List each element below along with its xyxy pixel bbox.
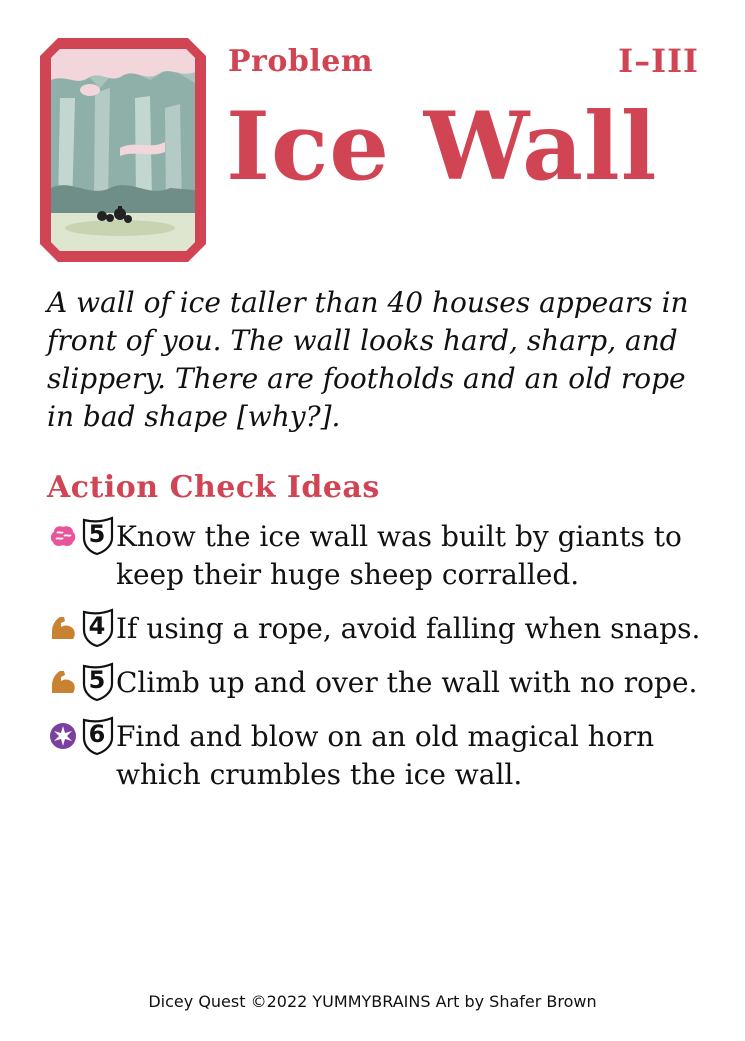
action-check-item bbox=[48, 516, 728, 608]
muscle-arm-icon bbox=[48, 613, 78, 643]
brain-icon bbox=[48, 521, 78, 551]
action-check-text: Climb up and over the wall with no rope. bbox=[116, 666, 698, 699]
card-category: Problem bbox=[228, 44, 374, 79]
muscle-arm-icon bbox=[48, 667, 78, 697]
action-check-list bbox=[48, 516, 728, 808]
card-title: Ice Wall bbox=[226, 92, 658, 202]
difficulty-value: 6 bbox=[88, 720, 106, 748]
action-check-text: Find and blow on an old magical horn which crumbles the ice wall. bbox=[116, 720, 655, 791]
difficulty-value: 5 bbox=[88, 666, 106, 694]
action-check-item bbox=[48, 716, 728, 808]
difficulty-shield bbox=[80, 516, 116, 556]
difficulty-value: 5 bbox=[88, 520, 106, 548]
card-footer-credits: Dicey Quest ©2022 YUMMYBRAINS Art by Shafer Brown bbox=[148, 992, 597, 1011]
action-check-text: Know the ice wall was built by giants to keep their huge sheep corralled. bbox=[116, 520, 682, 591]
ice-wall-illustration bbox=[40, 38, 206, 262]
card-description: A wall of ice taller than 40 houses appears in front of you. The wall looks hard, sharp, and slippery. There are footholds and an old rope in bad shape [why?]. bbox=[47, 286, 689, 433]
card-code: I–III bbox=[618, 42, 699, 80]
magic-star-icon bbox=[48, 721, 78, 751]
difficulty-shield bbox=[80, 716, 116, 756]
section-title-action-checks: Action Check Ideas bbox=[47, 470, 380, 505]
difficulty-value: 4 bbox=[88, 612, 106, 640]
difficulty-shield bbox=[80, 662, 116, 702]
action-check-item bbox=[48, 608, 728, 662]
action-check-text: If using a rope, avoid falling when snaps. bbox=[116, 612, 701, 645]
difficulty-shield bbox=[80, 608, 116, 648]
card-art-ice-wall bbox=[40, 38, 206, 262]
action-check-item bbox=[48, 662, 728, 716]
